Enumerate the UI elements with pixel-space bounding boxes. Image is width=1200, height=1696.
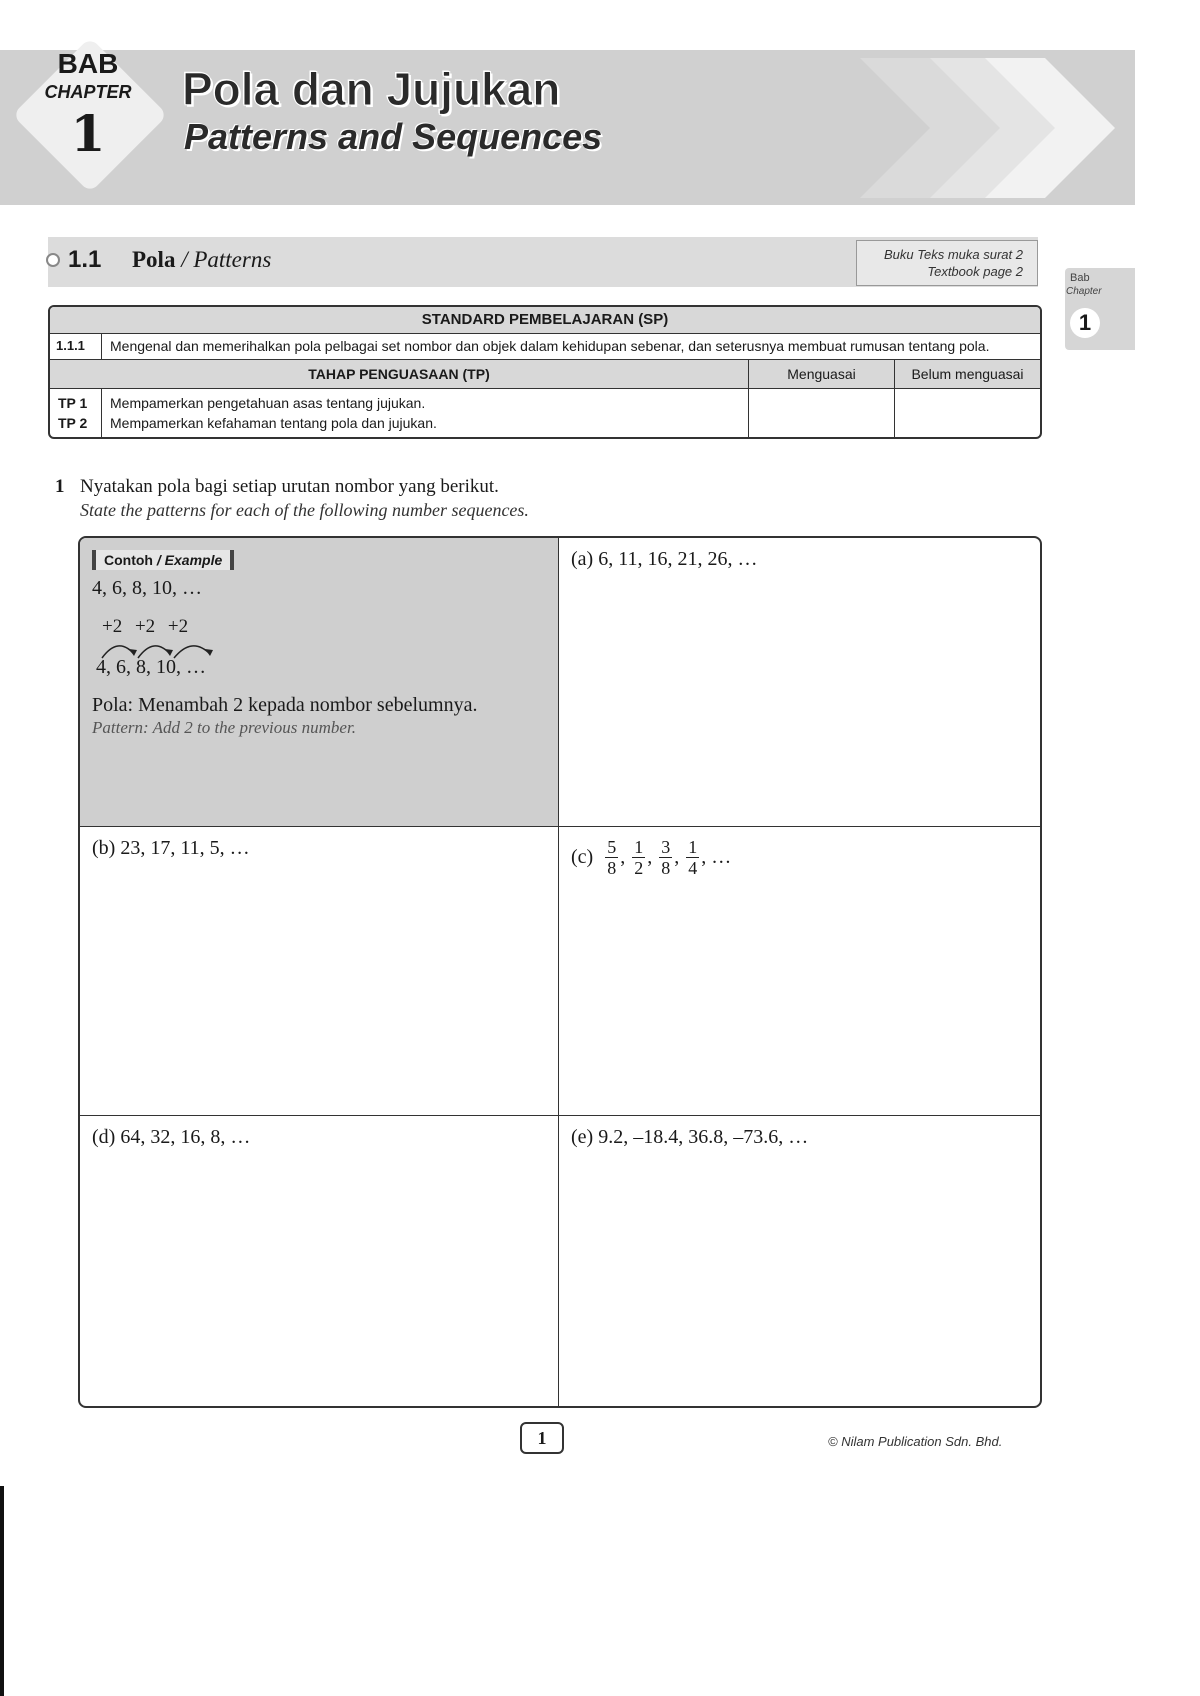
example-tag-sep: / — [156, 552, 161, 568]
side-tab-number: 1 — [1070, 308, 1100, 338]
part-a-sequence: (a) 6, 11, 16, 21, 26, … — [571, 548, 758, 570]
example-pola: Pola: Menambah 2 kepada nombor sebelumnya. — [92, 694, 478, 716]
fraction-numerator: 1 — [688, 837, 698, 857]
sp-row — [50, 334, 1040, 360]
comma: , — [674, 846, 680, 868]
textbook-reference — [856, 240, 1038, 286]
chapter-title-en: Patterns and Sequences — [184, 116, 603, 157]
tp1-code: TP 1 — [58, 395, 88, 411]
fraction — [605, 837, 618, 878]
part-a-cell[interactable] — [559, 538, 1040, 827]
tp-col-not-mastered: Belum menguasai — [895, 360, 1040, 388]
comma: , — [701, 846, 707, 868]
chapter-label: CHAPTER — [44, 82, 132, 102]
tp-codes — [50, 389, 102, 437]
part-d-sequence: (d) 64, 32, 16, 8, … — [92, 1126, 251, 1148]
sp-header-row — [50, 307, 1040, 334]
tp-header: TAHAP PENGUASAAN (TP) — [50, 360, 749, 388]
sp-header: STANDARD PEMBELAJARAN (SP) — [50, 307, 1040, 333]
part-e-cell[interactable] — [559, 1116, 1040, 1406]
fraction-denominator: 8 — [661, 858, 671, 878]
question-text-ms: Nyatakan pola bagi setiap urutan nombor yang berikut. — [80, 476, 499, 497]
section-title-ms: Pola — [132, 247, 176, 272]
sp-text: Mengenal dan memerihalkan pola pelbagai set nombor dan objek dalam kehidupan sebenar, dan seterusnya membuat rumusan tentang pola. — [110, 338, 990, 354]
copyright: © Nilam Publication Sdn. Bhd. — [828, 1434, 1003, 1449]
tp-rows — [50, 389, 1040, 437]
tp2-text: Mempamerkan kefahaman tentang pola dan jujukan. — [110, 415, 437, 431]
chapter-bab-label: BAB — [57, 48, 119, 79]
bullet-icon — [46, 253, 60, 267]
tp-texts — [102, 389, 749, 437]
tp1-text: Mempamerkan pengetahuan asas tentang jujukan. — [110, 395, 426, 411]
tp-not-mastered-checkbox[interactable] — [895, 389, 1040, 437]
section-title — [132, 247, 271, 273]
example-pattern: Pattern: Add 2 to the previous number. — [92, 718, 356, 737]
part-d-cell[interactable] — [80, 1116, 559, 1406]
page-number: 1 — [520, 1422, 564, 1454]
standards-table — [48, 305, 1042, 439]
part-c-ellipsis: … — [711, 846, 732, 868]
section-title-en: Patterns — [193, 247, 272, 272]
comma: , — [647, 846, 653, 868]
part-c-sequence — [571, 837, 1028, 878]
fraction-denominator: 2 — [634, 858, 644, 878]
fraction — [659, 837, 672, 878]
fraction-numerator: 3 — [661, 837, 671, 857]
fraction-numerator: 1 — [634, 837, 644, 857]
example-cell — [80, 538, 559, 827]
part-c-label: (c) — [571, 846, 594, 868]
example-sequence: 4, 6, 8, 10, … — [92, 577, 202, 599]
example-differences: +2 +2 +2 — [102, 616, 189, 637]
example-terms: 4, 6, 8, 10, … — [96, 656, 206, 678]
answer-grid — [78, 536, 1042, 1408]
fraction-denominator: 8 — [607, 858, 617, 878]
fraction-denominator: 4 — [688, 858, 698, 878]
part-b-sequence: (b) 23, 17, 11, 5, … — [92, 837, 250, 859]
textbook-ref-en: Textbook page 2 — [927, 264, 1023, 279]
example-tag-en: Example — [164, 552, 223, 568]
scan-edge — [0, 1486, 4, 1696]
part-b-cell[interactable] — [80, 827, 559, 1116]
example-tag-ms: Contoh — [104, 552, 153, 568]
fraction-numerator: 5 — [607, 837, 617, 857]
chapter-number: 1 — [70, 104, 106, 163]
tp-col-mastered: Menguasai — [749, 360, 895, 388]
fraction — [686, 837, 699, 878]
chapter-title-ms: Pola dan Jujukan — [182, 63, 561, 115]
part-c-cell[interactable] — [559, 827, 1040, 1116]
question-number: 1 — [55, 476, 65, 497]
tp2-code: TP 2 — [58, 415, 88, 431]
question-text-en: State the patterns for each of the following number sequences. — [80, 500, 529, 520]
side-tab-bab: Bab — [1070, 272, 1090, 284]
example-tag — [92, 550, 234, 570]
section-title-sep: / — [181, 247, 188, 272]
part-e-sequence: (e) 9.2, –18.4, 36.8, –73.6, … — [571, 1126, 809, 1148]
sp-code: 1.1.1 — [50, 334, 102, 359]
section-number: 1.1 — [68, 246, 102, 273]
textbook-ref-ms: Buku Teks muka surat 2 — [884, 247, 1023, 262]
tp-header-row — [50, 360, 1040, 389]
fraction — [632, 837, 645, 878]
side-tab-chapter: Chapter — [1066, 286, 1102, 297]
comma: , — [620, 846, 626, 868]
tp-mastered-checkbox[interactable] — [749, 389, 895, 437]
